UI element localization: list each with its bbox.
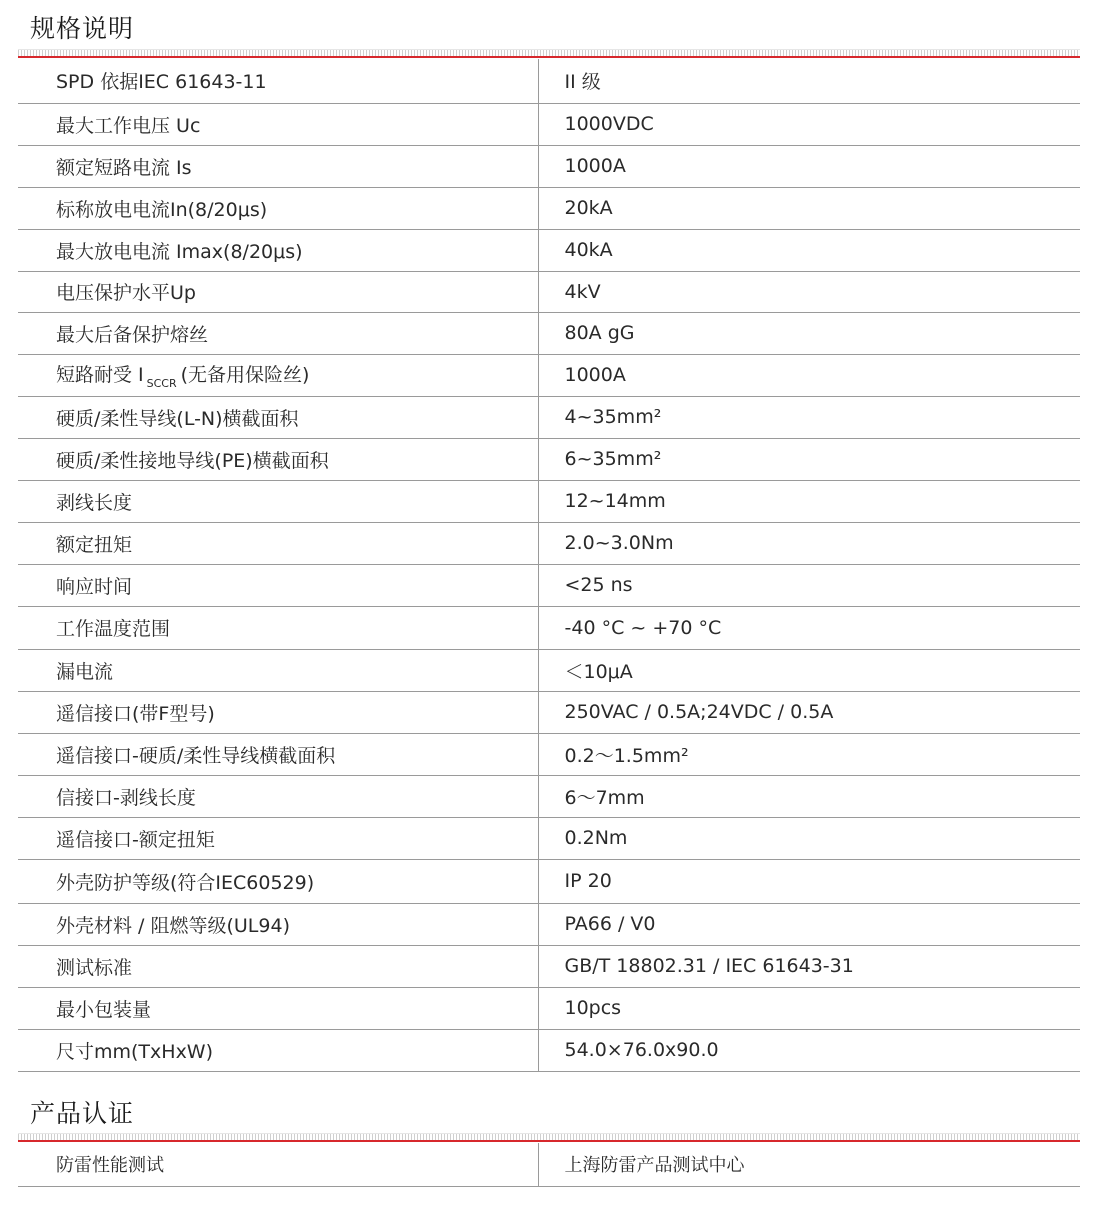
table-row [18, 312, 1080, 354]
spec-name [18, 606, 538, 649]
spec-value: II 级 [538, 59, 1080, 103]
spec-name-text: 防雷性能测试 [56, 1155, 164, 1177]
spec-value: 1000VDC [538, 103, 1080, 145]
spec-name [18, 903, 538, 945]
cert-title: 产品认证 [30, 1099, 135, 1128]
spec-name [18, 103, 538, 145]
spec-name-text: 漏电流 [56, 660, 114, 683]
spec-name [18, 438, 538, 480]
spec-value: 10pcs [538, 987, 1080, 1029]
spec-name [18, 354, 538, 396]
spec-name-text: 遥信接口-硬质/柔性导线横截面积 [56, 744, 336, 767]
spec-name-text: 遥信接口-额定扭矩 [56, 828, 215, 851]
spec-name [18, 649, 538, 691]
table-row [18, 1029, 1080, 1071]
spec-value: ＜10μA [538, 649, 1080, 691]
spec-value: 54.0×76.0x90.0 [538, 1029, 1080, 1071]
spec-value: 80A gG [538, 312, 1080, 354]
spec-value: 2.0~3.0Nm [538, 522, 1080, 564]
spec-name [18, 775, 538, 817]
table-row [18, 903, 1080, 945]
spec-name [18, 564, 538, 606]
spec-symbol: I [138, 364, 144, 386]
spec-name [18, 1143, 538, 1186]
table-row [18, 775, 1080, 817]
spec-name [18, 229, 538, 271]
spec-value: 12~14mm [538, 480, 1080, 522]
spec-value: 4kV [538, 271, 1080, 312]
spec-name-text: 最大工作电压 Uc [56, 114, 201, 137]
spec-name-text: 遥信接口(带F型号) [56, 702, 215, 725]
spec-value: 0.2～1.5mm² [538, 733, 1080, 775]
spec-name-text: 剥线长度 [56, 491, 133, 514]
table-row [18, 522, 1080, 564]
spec-value: 20kA [538, 187, 1080, 229]
spec-subscript: SCCR [146, 377, 177, 390]
cert-title-divider [18, 1133, 1080, 1142]
specs-table [18, 59, 1080, 1072]
table-row [18, 691, 1080, 733]
table-row [18, 229, 1080, 271]
spec-name [18, 396, 538, 438]
spec-name [18, 187, 538, 229]
spec-name [18, 271, 538, 312]
table-row [18, 859, 1080, 903]
spec-value: <25 ns [538, 564, 1080, 606]
spec-name-text: 外壳材料 / 阻燃等级(UL94) [56, 914, 290, 937]
spec-name-text: 工作温度范围 [56, 618, 171, 640]
table-row [18, 480, 1080, 522]
spec-name-text: 硬质/柔性接地导线(PE)横截面积 [56, 449, 329, 472]
spec-value: -40 °C ~ +70 °C [538, 606, 1080, 649]
spec-value: 250VAC / 0.5A;24VDC / 0.5A [538, 691, 1080, 733]
table-row [18, 187, 1080, 229]
spec-name-text: 电压保护水平Up [56, 282, 196, 304]
spec-name-suffix: (无备用保险丝) [180, 364, 310, 386]
spec-name-text: 短路耐受 [56, 364, 133, 386]
spec-name-text: 响应时间 [56, 575, 133, 598]
cert-table [18, 1143, 1080, 1187]
table-row [18, 649, 1080, 691]
spec-name [18, 733, 538, 775]
table-row [18, 438, 1080, 480]
spec-name [18, 522, 538, 564]
table-row [18, 606, 1080, 649]
spec-name [18, 312, 538, 354]
spec-value: 1000A [538, 145, 1080, 187]
spec-name [18, 1029, 538, 1071]
spec-value: 6~35mm² [538, 438, 1080, 480]
spec-value: 上海防雷产品测试中心 [538, 1143, 1080, 1186]
table-row [18, 396, 1080, 438]
spec-name [18, 145, 538, 187]
spec-name-text: 最小包装量 [56, 998, 152, 1021]
table-row [18, 271, 1080, 312]
spec-name [18, 817, 538, 859]
spec-value: PA66 / V0 [538, 903, 1080, 945]
spec-name [18, 691, 538, 733]
spec-name-text: 信接口-剥线长度 [56, 786, 196, 809]
table-row [18, 564, 1080, 606]
spec-value: IP 20 [538, 859, 1080, 903]
table-row [18, 354, 1080, 396]
spec-name-text: 额定短路电流 Is [56, 156, 192, 179]
table-row [18, 733, 1080, 775]
spec-value: 4~35mm² [538, 396, 1080, 438]
spec-value: 1000A [538, 354, 1080, 396]
spec-name-text: 尺寸mm(TxHxW) [56, 1040, 214, 1063]
spec-name-text: 最大放电电流 Imax(8/20μs) [56, 240, 303, 263]
table-row [18, 145, 1080, 187]
spec-name-text: 额定扭矩 [56, 533, 133, 556]
spec-name-text: 最大后备保护熔丝 [56, 323, 209, 346]
spec-name-text: 标称放电电流In(8/20μs) [56, 198, 268, 221]
spec-name [18, 945, 538, 987]
spec-name-text: 测试标准 [56, 956, 133, 979]
table-row [18, 817, 1080, 859]
table-row [18, 945, 1080, 987]
spec-name-text: 外壳防护等级(符合IEC60529) [56, 871, 315, 894]
table-row [18, 59, 1080, 103]
spec-name [18, 59, 538, 103]
table-row [18, 1143, 1080, 1186]
spec-name [18, 987, 538, 1029]
spec-value: 40kA [538, 229, 1080, 271]
specs-title-divider [18, 49, 1080, 58]
spec-name [18, 480, 538, 522]
spec-value: 0.2Nm [538, 817, 1080, 859]
table-row [18, 987, 1080, 1029]
spec-name-text: SPD 依据IEC 61643-11 [56, 71, 267, 94]
spec-value: 6～7mm [538, 775, 1080, 817]
spec-name-text: 硬质/柔性导线(L-N)横截面积 [56, 407, 299, 430]
table-row [18, 103, 1080, 145]
spec-value: GB/T 18802.31 / IEC 61643-31 [538, 945, 1080, 987]
spec-name [18, 859, 538, 903]
specs-title: 规格说明 [30, 14, 135, 43]
